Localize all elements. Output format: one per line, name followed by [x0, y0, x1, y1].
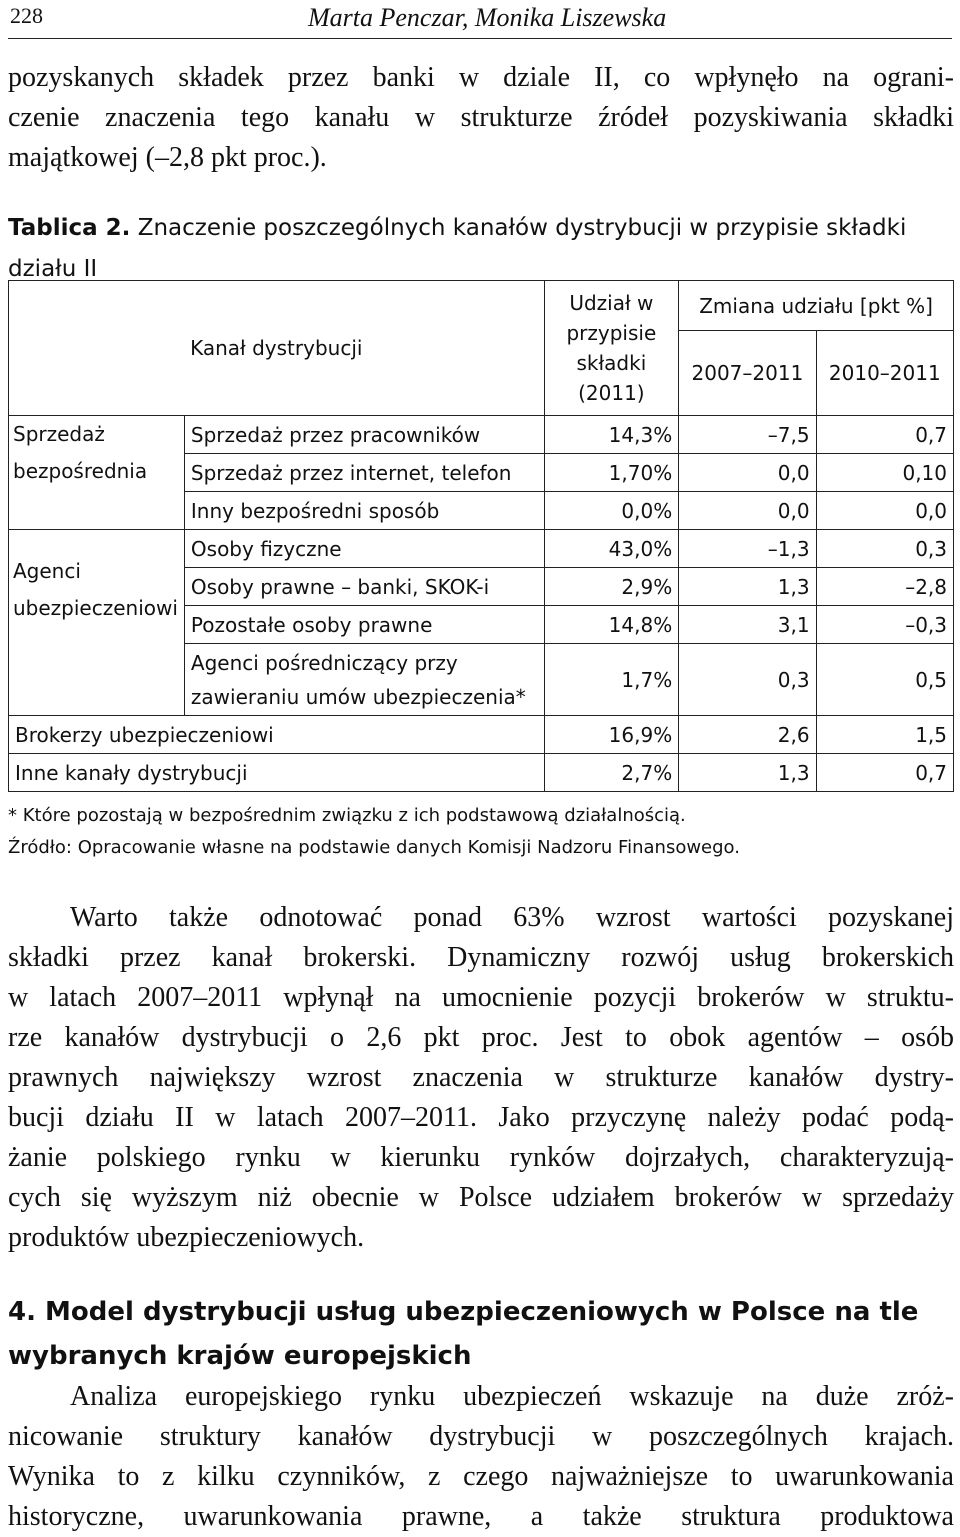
body-line: produktów ubezpieczeniowych.	[8, 1222, 365, 1253]
body-line: rze kanałów dystrybucji o 2,6 pkt proc. Jest to obok agentów – osób	[8, 1022, 954, 1053]
section-line: Analiza europejskiego rynku ubezpieczeń wskazuje na duże zróż-	[70, 1381, 954, 1412]
row-label: Sprzedaż przez pracowników	[184, 416, 544, 454]
row-change-2007-2011: 3,1	[679, 606, 816, 644]
row-share: 1,7%	[544, 644, 679, 716]
row-change-2007-2011: 0,3	[679, 644, 816, 716]
row-label: Agenci pośredniczący przy zawieraniu umów ubezpieczenia*	[184, 644, 544, 716]
row-change-2010-2011: 1,5	[816, 716, 953, 754]
body-line: żanie polskiego rynku w kierunku rynków dojrzałych, charakteryzują-	[8, 1142, 954, 1173]
row-change-2007-2011: –1,3	[679, 530, 816, 568]
row-label: Inny bezpośredni sposób	[184, 492, 544, 530]
body-line: prawnych największy wzrost znaczenia w strukturze kanałów dystry-	[8, 1062, 954, 1093]
row-share: 14,3%	[544, 416, 679, 454]
row-share: 1,70%	[544, 454, 679, 492]
table-row	[9, 416, 954, 454]
intro-line: majątkowej (–2,8 pkt proc.).	[8, 142, 327, 173]
row-change-2010-2011: 0,3	[816, 530, 953, 568]
header-share: Udział w przypisie składki (2011)	[544, 281, 679, 416]
row-label: Osoby fizyczne	[184, 530, 544, 568]
section-line: historyczne, uwarunkowania prawne, a także struktura produktowa	[8, 1501, 954, 1532]
row-share: 2,9%	[544, 568, 679, 606]
table-source: Źródło: Opracowanie własne na podstawie danych Komisji Nadzoru Finansowego.	[8, 837, 740, 858]
header-channel: Kanał dystrybucji	[9, 281, 545, 416]
table-row	[9, 716, 954, 754]
row-change-2007-2011: 0,0	[679, 492, 816, 530]
table-row	[9, 530, 954, 568]
intro-paragraph	[8, 58, 954, 178]
intro-line: czenie znaczenia tego kanału w strukturze źródeł pozyskiwania składki	[8, 102, 954, 133]
page-number: 228	[10, 3, 43, 28]
row-label: Sprzedaż przez internet, telefon	[184, 454, 544, 492]
row-share: 2,7%	[544, 754, 679, 792]
row-share: 14,8%	[544, 606, 679, 644]
row-share: 16,9%	[544, 716, 679, 754]
distribution-channels-table	[8, 280, 954, 792]
body-line: składki przez kanał brokerski. Dynamiczny rozwój usług brokerskich	[8, 942, 954, 973]
row-change-2010-2011: 0,10	[816, 454, 953, 492]
row-change-2010-2011: –2,8	[816, 568, 953, 606]
table-caption-label: Tablica 2.	[8, 215, 131, 241]
table-row	[9, 754, 954, 792]
header-period-2010-2011: 2010–2011	[816, 331, 953, 416]
row-label: Brokerzy ubezpieczeniowi	[9, 716, 545, 754]
header-change: Zmiana udziału [pkt %]	[679, 281, 954, 331]
intro-line: pozyskanych składek przez banki w dziale II, co wpłynęło na ograni-	[8, 62, 954, 93]
section-heading: 4. Model dystrybucji usług ubezpieczeniowych w Polsce na tle wybranych krajów europejskich	[8, 1297, 919, 1371]
table-notes	[8, 800, 740, 864]
body-paragraph	[8, 898, 954, 1258]
row-change-2007-2011: 1,3	[679, 568, 816, 606]
body-line: bucji działu II w latach 2007–2011. Jako przyczynę należy podać podą-	[8, 1102, 954, 1133]
row-share: 0,0%	[544, 492, 679, 530]
section-line: Wynika to z kilku czynników, z czego najważniejsze to uwarunkowania	[8, 1461, 954, 1492]
row-change-2010-2011: –0,3	[816, 606, 953, 644]
section-paragraph	[8, 1377, 954, 1537]
header-period-2007-2011: 2007–2011	[679, 331, 816, 416]
page-header	[8, 0, 952, 39]
row-change-2007-2011: 0,0	[679, 454, 816, 492]
row-change-2007-2011: 1,3	[679, 754, 816, 792]
table-footnote: * Które pozostają w bezpośrednim związku z ich podstawową działalnością.	[8, 805, 686, 826]
row-change-2007-2011: –7,5	[679, 416, 816, 454]
row-change-2010-2011: 0,0	[816, 492, 953, 530]
table-caption-text: Znaczenie poszczególnych kanałów dystrybucji w przypisie składki działu II	[8, 215, 907, 282]
body-line: Warto także odnotować ponad 63% wzrost wartości pozyskanej	[70, 902, 954, 933]
running-head-authors: Marta Penczar, Monika Liszewska	[308, 3, 667, 32]
row-label: Pozostałe osoby prawne	[184, 606, 544, 644]
row-share: 43,0%	[544, 530, 679, 568]
row-change-2010-2011: 0,5	[816, 644, 953, 716]
body-line: cych się wyższym niż obecnie w Polsce udziałem brokerów w sprzedaży	[8, 1182, 954, 1213]
table-caption	[8, 208, 954, 290]
row-change-2010-2011: 0,7	[816, 754, 953, 792]
row-label: Osoby prawne – banki, SKOK-i	[184, 568, 544, 606]
group-direct-sales: Sprzedaż bezpośrednia	[9, 416, 185, 530]
section-line: nicowanie struktury kanałów dystrybucji w poszczególnych krajach.	[8, 1421, 954, 1452]
row-change-2010-2011: 0,7	[816, 416, 953, 454]
row-label: Inne kanały dystrybucji	[9, 754, 545, 792]
body-line: w latach 2007–2011 wpłynął na umocnienie pozycji brokerów w struktu-	[8, 982, 954, 1013]
row-change-2007-2011: 2,6	[679, 716, 816, 754]
group-agents: Agenci ubezpieczeniowi	[9, 530, 185, 716]
